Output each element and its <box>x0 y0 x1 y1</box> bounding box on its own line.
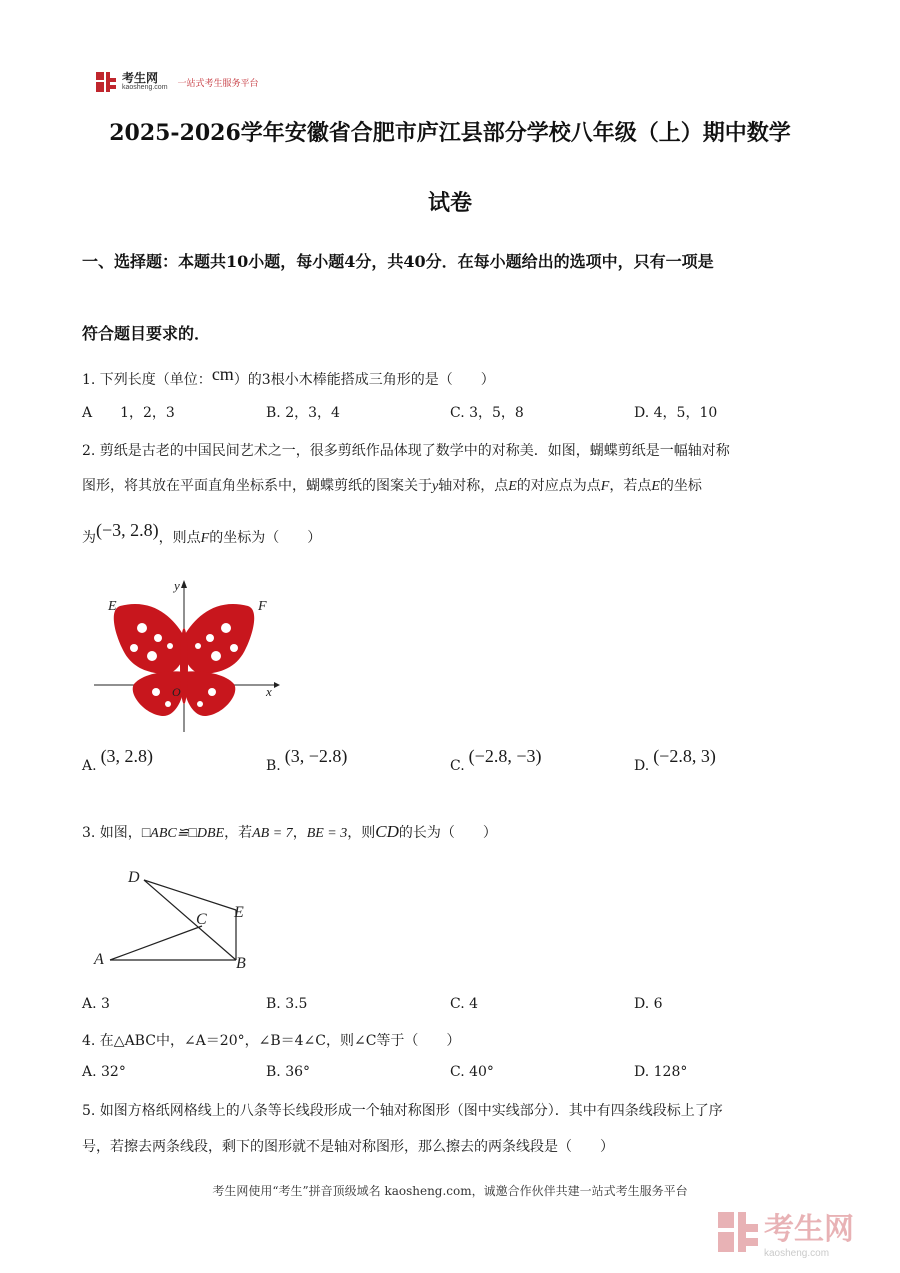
question-1 <box>82 364 495 389</box>
label-f: F <box>258 599 267 614</box>
q1-suffix: ）的3根小木棒能搭成三角形的是（ ） <box>233 372 495 388</box>
header-logo[interactable] <box>96 72 259 92</box>
logo-mark-icon <box>96 72 116 92</box>
x-axis-arrow-icon <box>274 682 280 688</box>
page-title-line2: 试卷 <box>427 190 472 216</box>
q2-option-a-value: (3, 2.8) <box>100 746 154 766</box>
label-c: C <box>196 911 207 928</box>
q2-text-e: 的坐标 <box>659 478 702 494</box>
q2-option-c[interactable] <box>450 746 542 775</box>
label-y: y <box>174 578 180 593</box>
q2-option-a[interactable] <box>82 746 154 775</box>
q2-text-g: ，则点 <box>158 530 201 546</box>
section-heading-line1: 一、选择题：本题共10小题，每小题4分，共40分．在每小题给出的选项中，只有一项是 <box>82 252 714 271</box>
logo-slogan: 一站式考生服务平台 <box>177 78 259 89</box>
watermark-mark-icon <box>718 1212 758 1252</box>
label-o: O <box>172 685 181 699</box>
logo-text <box>122 72 168 92</box>
q2-text-c: 的对应点为点 <box>516 478 601 494</box>
q1-prefix: 1. 下列长度（单位： <box>82 372 212 388</box>
q2-var-e2: E <box>651 479 660 494</box>
question-5-line1: 5. 如图方格纸网格线上的八条等长线段形成一个轴对称图形（图中实线部分）．其中有四条线段标上了序 <box>82 1103 723 1119</box>
q1-option-c[interactable]: C. 3，5，8 <box>450 405 524 421</box>
q2-var-f2: F <box>200 531 210 546</box>
page-title-line1: 2025-2026学年安徽省合肥市庐江县部分学校八年级（上）期中数学 <box>109 120 791 146</box>
q1-unit: cm <box>211 364 234 384</box>
page-footer: 考生网使用“考生”拼音顶级域名 kaosheng.com，诚邀合作伙伴共建一站式考生服务平台 <box>212 1184 688 1198</box>
q2-var-y: y <box>432 479 439 494</box>
question-2-line1: 2. 剪纸是古老的中国民间艺术之一，很多剪纸作品体现了数学中的对称美．如图，蝴蝶剪纸是一幅轴对称 <box>82 443 730 459</box>
q3-var-cd: CD <box>375 822 399 841</box>
q2-option-b-letter: B. <box>266 758 281 774</box>
q3-prefix: 3. 如图， <box>82 825 142 841</box>
logo-domain: kaosheng.com <box>122 84 168 91</box>
label-a: A <box>94 951 104 968</box>
q2-option-a-letter: A. <box>82 758 97 774</box>
q4-option-b[interactable]: B. 36° <box>266 1064 311 1080</box>
butterfly-svg <box>92 576 282 736</box>
q3-option-a[interactable]: A. 3 <box>82 996 110 1012</box>
label-x: x <box>266 684 272 699</box>
y-axis-arrow-icon <box>181 580 187 588</box>
q3-option-d[interactable]: D. 6 <box>634 996 663 1012</box>
triangle-figure <box>90 860 260 978</box>
q2-text-a: 图形，将其放在平面直角坐标系中，蝴蝶剪纸的图案关于 <box>82 478 432 494</box>
q2-text-h: 的坐标为（ ） <box>209 530 322 546</box>
q2-text-b: 轴对称，点 <box>438 478 509 494</box>
label-d: D <box>128 869 140 886</box>
q4-option-a[interactable]: A. 32° <box>82 1064 126 1080</box>
q1-option-d[interactable]: D. 4，5，10 <box>634 405 718 421</box>
q2-option-d-letter: D. <box>634 758 650 774</box>
question-5-line2: 号，若擦去两条线段，剩下的图形就不是轴对称图形，那么擦去的两条线段是（ ） <box>82 1139 614 1155</box>
q2-option-c-letter: C. <box>450 758 465 774</box>
q3-mid2: ， <box>292 825 307 841</box>
triangle-svg <box>90 860 260 978</box>
question-2-line3 <box>82 520 322 547</box>
q3-eq1: AB = 7 <box>252 826 293 841</box>
q3-suffix: 的长为（ ） <box>398 825 497 841</box>
watermark-domain: kaosheng.com <box>764 1248 830 1259</box>
q3-congruence: □ABC≌□DBE <box>141 826 225 841</box>
label-e: E <box>234 904 244 921</box>
q2-text-f: 为 <box>82 530 96 546</box>
section-heading-line2: 符合题目要求的． <box>82 324 211 343</box>
q2-option-b-value: (3, −2.8) <box>284 746 348 766</box>
q2-coord: (−3, 2.8) <box>96 520 159 540</box>
q2-option-d-value: (−2.8, 3) <box>653 746 716 766</box>
label-b: B <box>236 955 246 972</box>
q3-mid3: ，则 <box>347 825 376 841</box>
q3-option-c[interactable]: C. 4 <box>450 996 479 1012</box>
butterfly-figure <box>92 576 282 736</box>
q2-option-d[interactable] <box>634 746 716 775</box>
q1-option-a[interactable]: A 1，2，3 <box>82 405 175 421</box>
q2-var-f: F <box>600 479 610 494</box>
q2-option-b[interactable] <box>266 746 348 775</box>
label-e: E <box>108 599 117 614</box>
q3-option-b[interactable]: B. 3.5 <box>266 996 308 1012</box>
watermark-text-block <box>764 1204 854 1259</box>
watermark-name: 考生网 <box>764 1212 854 1247</box>
q3-eq2: BE = 3 <box>306 826 348 841</box>
q1-option-b[interactable]: B. 2，3，4 <box>266 405 340 421</box>
q3-mid1: ，若 <box>224 825 253 841</box>
question-4: 4. 在△ABC中，∠A＝20°，∠B＝4∠C，则∠C等于（ ） <box>82 1033 461 1049</box>
watermark-logo <box>718 1204 854 1259</box>
q4-option-c[interactable]: C. 40° <box>450 1064 494 1080</box>
q2-text-d: ，若点 <box>609 478 652 494</box>
q4-option-d[interactable]: D. 128° <box>634 1064 688 1080</box>
q2-var-e: E <box>508 479 517 494</box>
question-2-line2 <box>82 475 702 495</box>
q2-option-c-value: (−2.8, −3) <box>468 746 542 766</box>
question-3 <box>82 822 497 842</box>
logo-name: 考生网 <box>122 71 159 85</box>
